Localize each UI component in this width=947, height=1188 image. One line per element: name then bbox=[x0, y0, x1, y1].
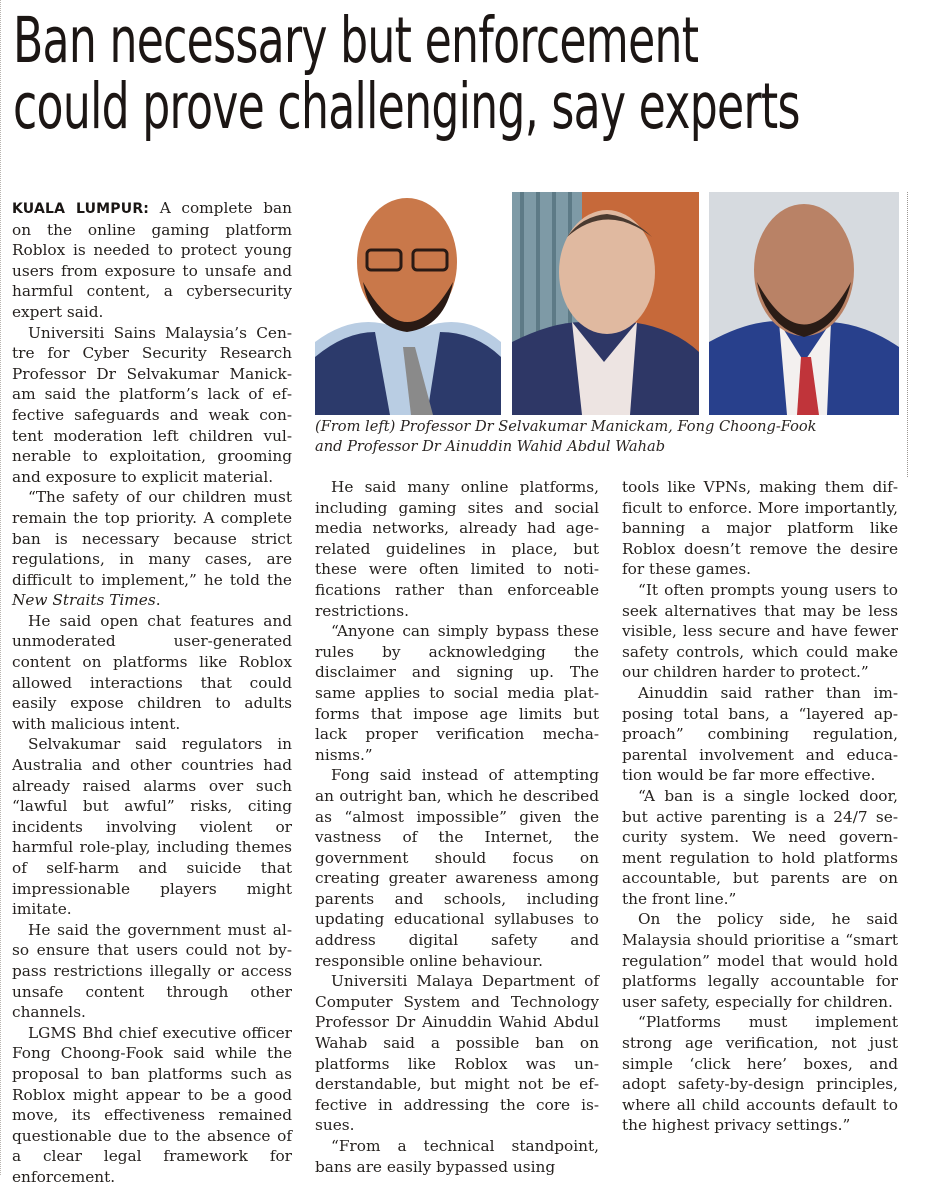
paragraph: He said open chat features and unmoderated user-generated content on platforms like Roblox allowed interactions that could easily expose children to adults with malicious intent. bbox=[12, 611, 292, 733]
paragraph-continued: tools like VPNs, making them difficult to enforce. More importantly, banning a major platform like Roblox doesn’t remove the desire for these games. bbox=[622, 478, 898, 579]
paragraph: “From a technical standpoint, bans are easily bypassed using bbox=[315, 1137, 599, 1176]
column-divider bbox=[907, 192, 908, 477]
publication-name: New Straits Times bbox=[12, 591, 156, 610]
paragraph: “Platforms must implement strong age verification, not just simple ‘click here’ boxes, and adopt safety-by-design principles, where all child accounts default to the highest privacy settings.” bbox=[622, 1013, 898, 1135]
photo-caption bbox=[315, 417, 915, 457]
paragraph: He said many online platforms, including gaming sites and social media networks, already had age-related guidelines in place, but these were often limited to notifications rather than enforceable restrictions. bbox=[315, 478, 599, 620]
paragraph: Ainuddin said rather than imposing total bans, a “layered approach” combining regulation, parental involvement and education would be far more effective. bbox=[622, 683, 898, 785]
portrait-image bbox=[709, 192, 899, 415]
paragraph: “It often prompts young users to seek alternatives that may be less visible, less secure and have fewer safety controls, which could make our children harder to protect.” bbox=[622, 580, 898, 682]
paragraph bbox=[12, 487, 292, 611]
paragraph: “A ban is a single locked door, but active parenting is a 24/7 security system. We need government regulation to hold platforms accountable, but parents are on the front line.” bbox=[622, 786, 898, 908]
headline-line-1: Ban necessary but enforcement bbox=[13, 4, 699, 77]
caption-line-2: and Professor Dr Ainuddin Wahid Abdul Wahab bbox=[315, 438, 666, 455]
quote-end: . bbox=[155, 591, 161, 610]
lead-paragraph bbox=[12, 198, 292, 323]
headline bbox=[13, 4, 800, 143]
paragraph: “Anyone can simply bypass these rules by acknowledging the disclaimer and signing up. The same applies to social media platforms that impose age limits but lack proper verification mechanisms.” bbox=[315, 622, 599, 764]
paragraph: LGMS Bhd chief executive officer Fong Choong-Fook said while the proposal to ban platforms such as Roblox might appear to be a good move, its effectiveness remained questionable due to the absence of a clear legal framework for enforcement. bbox=[12, 1023, 292, 1186]
portrait-image bbox=[512, 192, 699, 415]
paragraph: Selvakumar said regulators in Australia and other countries had already raised alarms over such “lawful but awful” risks, citing incidents involving violent or harmful role-play, including themes of self-harm and suicide that impressionable players might imitate. bbox=[12, 735, 292, 919]
paragraph: He said the government must also ensure that users could not bypass restrictions illegally or access unsafe content through other channels. bbox=[12, 920, 292, 1022]
photo-fong-choong-fook bbox=[512, 192, 699, 415]
paragraph: Fong said instead of attempting an outright ban, which he described as “almost impossible” given the vastness of the Internet, the government should focus on creating greater awareness among parents and schools, including updating educational syllabuses to address digital safety and responsible online behaviour. bbox=[315, 766, 599, 970]
photo-strip bbox=[315, 192, 899, 415]
lead-text: A complete ban on the online gaming platform Roblox is needed to protect young users from exposure to unsafe and harmful content, a cybersecurity expert said. bbox=[12, 199, 292, 321]
dateline: KUALA LUMPUR: bbox=[12, 201, 150, 217]
paragraph: Universiti Malaya Department of Computer System and Technology Professor Dr Ainuddin Wahid Abdul Wahab said a possible ban on platforms like Roblox was understandable, but might not be effective in addressing the core issues. bbox=[315, 972, 599, 1135]
photo-ainuddin-wahid-abdul-wahab bbox=[709, 192, 899, 415]
portrait-image bbox=[315, 192, 501, 415]
photo-selvakumar-manickam bbox=[315, 192, 501, 415]
paragraph: Universiti Sains Malaysia’s Centre for Cyber Security Research Professor Dr Selvakumar Manickam said the platform’s lack of effective safeguards and weak content moderation left children vulnerable to exploitation, grooming and exposure to explicit material. bbox=[12, 323, 292, 486]
article-column-1 bbox=[12, 198, 292, 1188]
caption-line-1: (From left) Professor Dr Selvakumar Manickam, Fong Choong-Fook bbox=[315, 418, 817, 435]
headline-line-2: could prove challenging, say experts bbox=[13, 70, 800, 143]
paragraph: On the policy side, he said Malaysia should prioritise a “smart regulation” model that would hold platforms legally accountable for user safety, especially for children. bbox=[622, 910, 898, 1011]
article-column-3 bbox=[622, 477, 898, 1136]
article-column-2 bbox=[315, 477, 599, 1177]
quote-text: “The safety of our children must remain the top priority. A complete ban is necessary because strict regulations, in many cases, are difficult to implement,” he told the bbox=[12, 488, 292, 589]
